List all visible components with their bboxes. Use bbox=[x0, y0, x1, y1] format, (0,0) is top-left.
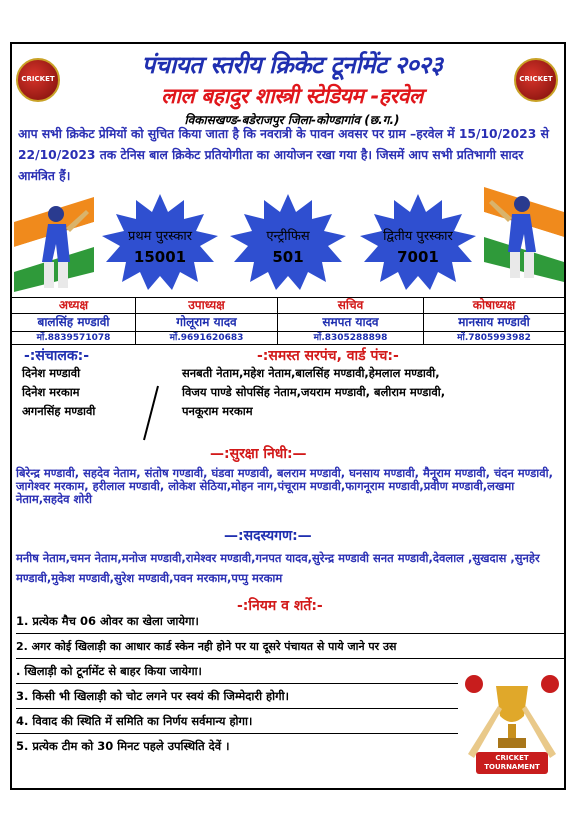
list-item: दिनेश मरकाम bbox=[22, 385, 80, 399]
divider-slash bbox=[140, 384, 162, 444]
prize-second-value: 7001 bbox=[397, 248, 439, 266]
officer-name: गोलूराम यादव bbox=[136, 314, 277, 332]
prize-entry-fee bbox=[226, 194, 350, 290]
officers-table bbox=[12, 297, 564, 345]
prize-entry-value: 501 bbox=[272, 248, 304, 266]
rule-item: . खिलाड़ी को टूर्नामेंट से बाहर किया जायेगा। bbox=[16, 664, 202, 678]
location-line: विकासखण्ड-बडेराजपुर जिला-कोण्डागांव (छ.ग.) bbox=[184, 113, 400, 127]
sanchalak-list bbox=[22, 364, 142, 421]
prize-second bbox=[356, 194, 480, 290]
rule-item: 5. प्रत्येक टीम को 30 मिनट पहले उपस्थिति देवें । bbox=[16, 739, 230, 753]
officer-name: मानसाय मण्डावी bbox=[424, 314, 564, 332]
logo-left-text: CRICKET bbox=[21, 75, 55, 83]
officer-phone: मों.9691620683 bbox=[169, 333, 244, 343]
cricket-logo-right-icon bbox=[514, 58, 558, 102]
rules-heading: -:नियम व शर्ते:- bbox=[237, 598, 323, 614]
rule-item: 1. प्रत्येक मैच 06 ओवर का खेला जायेगा। bbox=[16, 614, 199, 628]
officer-name: बालसिंह मण्डावी bbox=[12, 314, 135, 332]
batsman-left-icon bbox=[14, 192, 94, 292]
officer-role: अध्यक्ष bbox=[12, 298, 135, 314]
prize-first-label: प्रथम पुरस्कार bbox=[127, 229, 193, 244]
list-item: दिनेश मण्डावी bbox=[22, 366, 81, 380]
rule-item: 2. अगर कोई खिलाड़ी का आधार कार्ड स्केन नही होने पर या दूसरे पंचायत से पाये जाने पर उस bbox=[16, 640, 397, 653]
officer-role: कोषाध्यक्ष bbox=[424, 298, 564, 314]
sarpanch-list bbox=[182, 364, 562, 421]
officer-role: उपाध्यक्ष bbox=[136, 298, 277, 314]
members-heading: —:सदस्यगण:— bbox=[224, 528, 312, 544]
officer-treasurer bbox=[424, 298, 564, 344]
prize-second-label: द्वितीय पुरस्कार bbox=[383, 229, 453, 244]
members-names: मनीष नेताम,चमन नेताम,मनोज मण्डावी,रामेश्वर मण्डावी,गनपत यादव,सुरेन्द्र मण्डावी सनत मण्डावी,देवलाल ,सुखदास ,सुनहेर मण्डावी,मुकेश मण्डावी,सुरेश मण्डावी,पवन मरकाम,पप्पु मरकाम bbox=[16, 551, 540, 585]
page-title: पंचायत स्तरीय क्रिकेट टूर्नामेंट २०२३ bbox=[141, 50, 443, 79]
trophy-caption-line1: CRICKET bbox=[495, 754, 529, 762]
prize-first bbox=[98, 194, 222, 290]
officer-vice-president bbox=[136, 298, 278, 344]
officer-president bbox=[12, 298, 136, 344]
suraksha-names: बिरेन्द्र मण्डावी, सहदेव नेताम, संतोष गण्डावी, घंडवा मण्डावी, बलराम मण्डावी, घनसाय मण्डावी, मैनूराम मण्डावी, चंदन मण्डावी, जागेश्वर मरकाम, हरीलाल मण्डावी, लोकेश सेठिया,मोहन नाग,पंचूराम मण्डावी,फागनूराम मण्डावी,प्रवीण मण्डावी,लखमा नेताम,सहदेव शोरी bbox=[16, 466, 553, 506]
prize-first-value: 15001 bbox=[133, 248, 187, 266]
list-item: सनबती नेताम,महेश नेताम,बालसिंह मण्डावी,हेमलाल मण्डावी, bbox=[182, 366, 440, 380]
stadium-name: लाल बहादुर शास्त्री स्टेडियम -हरवेल bbox=[161, 84, 423, 108]
officer-phone: मों.8839571078 bbox=[36, 333, 111, 343]
list-item: पनकूराम मरकाम bbox=[182, 404, 253, 418]
officer-phone: मों.7805993982 bbox=[457, 333, 531, 343]
officer-secretary bbox=[278, 298, 424, 344]
officer-role: सचिव bbox=[278, 298, 423, 314]
trophy-caption-line2: TOURNAMENT bbox=[484, 763, 540, 771]
rule-item: 4. विवाद की स्थिति में समिति का निर्णय सर्वमान्य होगा। bbox=[16, 714, 253, 728]
sanchalak-heading: -:संचालक:- bbox=[24, 348, 90, 364]
batsman-right-icon bbox=[484, 182, 564, 282]
suraksha-heading: —:सुरक्षा निधी:— bbox=[210, 446, 307, 462]
list-item: विजय पाण्डे सोपसिंह नेताम,जयराम मण्डावी, बलीराम मण्डावी, bbox=[182, 385, 446, 399]
list-item: अगनसिंह मण्डावी bbox=[22, 404, 96, 418]
officer-name: समपत यादव bbox=[278, 314, 423, 332]
poster bbox=[10, 42, 566, 790]
rule-item: 3. किसी भी खिलाड़ी को चोट लगने पर स्वयं की जिम्मेदारी होगी। bbox=[16, 689, 289, 703]
trophy-caption bbox=[476, 754, 548, 772]
cricket-logo-left-icon bbox=[16, 58, 60, 102]
officer-phone: मों.8305288898 bbox=[313, 333, 388, 343]
logo-right-text: CRICKET bbox=[519, 75, 553, 83]
intro-text: आप सभी क्रिकेट प्रेमियों को सुचित किया जाता है कि नवरात्री के पावन अवसर पर ग्राम –हरवेल में 15/10/2023 से 22/10/2023 तक टेनिस बाल क्रिकेट प्रतियोगीता का आयोजन रखा गया है। जिसमें आप सभी प्रतिभागी सादर आमंत्रित हैं। bbox=[18, 127, 549, 183]
sarpanch-heading: -:समस्त सरपंच, वार्ड पंच:- bbox=[257, 348, 399, 364]
prize-entry-label: एन्ट्रीफिस bbox=[266, 229, 310, 244]
